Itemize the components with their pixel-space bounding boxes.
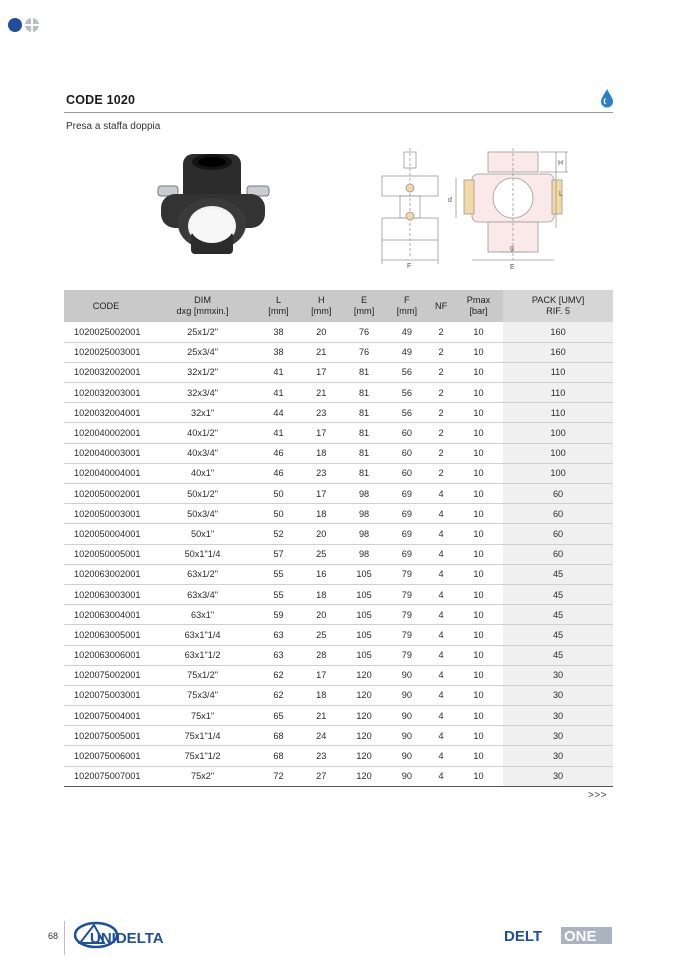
table-row [64,342,613,362]
cell-code: 1020075004001 [64,706,148,726]
column-header-l [257,290,300,322]
cell-code: 1020040004001 [64,463,148,483]
cell-dim: 50x1/2" [148,484,257,504]
cell-e: 81 [343,423,386,443]
cell-nf: 2 [428,403,454,423]
cell-code: 1020025003001 [64,342,148,362]
cell-nf: 4 [428,726,454,746]
cell-l: 55 [257,584,300,604]
cell-f: 90 [385,726,428,746]
cell-f: 90 [385,746,428,766]
table-row [64,443,613,463]
cell-pmax: 10 [454,605,503,625]
cell-pmax: 10 [454,484,503,504]
table-row [64,423,613,443]
cell-e: 105 [343,564,386,584]
cell-f: 90 [385,665,428,685]
cell-pack: 45 [503,645,613,665]
label-L: L [559,191,563,198]
cell-f: 60 [385,423,428,443]
table-row [64,362,613,382]
cell-nf: 2 [428,383,454,403]
cell-code: 1020063003001 [64,584,148,604]
cell-e: 120 [343,665,386,685]
cell-nf: 4 [428,564,454,584]
cell-dim: 32x3/4" [148,383,257,403]
column-header-pmax [454,290,503,322]
cell-dim: 40x1" [148,463,257,483]
cell-dim: 63x1"1/4 [148,625,257,645]
label-g: g [510,245,514,252]
cell-e: 98 [343,484,386,504]
cell-pmax: 10 [454,322,503,342]
cell-code: 1020075006001 [64,746,148,766]
cell-e: 98 [343,504,386,524]
cell-code: 1020040003001 [64,443,148,463]
cell-dim: 32x1" [148,403,257,423]
cell-pmax: 10 [454,584,503,604]
cell-code: 1020025002001 [64,322,148,342]
cell-h: 21 [300,706,343,726]
cell-nf: 4 [428,605,454,625]
cell-pack: 60 [503,504,613,524]
table-header-row [64,290,613,322]
cell-nf: 4 [428,544,454,564]
cell-l: 68 [257,746,300,766]
cell-code: 1020032004001 [64,403,148,423]
blue-dot-icon [8,18,22,32]
cell-h: 25 [300,625,343,645]
cell-pack: 110 [503,362,613,382]
cell-f: 49 [385,342,428,362]
cell-f: 79 [385,645,428,665]
cell-h: 17 [300,665,343,685]
cell-pmax: 10 [454,645,503,665]
cell-pmax: 10 [454,564,503,584]
cell-nf: 4 [428,766,454,786]
cell-f: 56 [385,362,428,382]
cell-f: 90 [385,685,428,705]
cell-l: 46 [257,463,300,483]
cell-pmax: 10 [454,423,503,443]
cell-pack: 45 [503,584,613,604]
cell-nf: 4 [428,706,454,726]
table-row [64,463,613,483]
cell-f: 49 [385,322,428,342]
page-number: 68 [48,931,59,941]
cell-code: 1020050005001 [64,544,148,564]
cell-e: 98 [343,544,386,564]
cell-nf: 4 [428,524,454,544]
cell-e: 120 [343,746,386,766]
cell-h: 17 [300,484,343,504]
cell-pack: 45 [503,605,613,625]
cell-code: 1020063006001 [64,645,148,665]
cell-pmax: 10 [454,362,503,382]
cell-pmax: 10 [454,766,503,786]
brand-left-text: UNIDELTA [90,930,164,947]
cell-pack: 30 [503,665,613,685]
cell-l: 44 [257,403,300,423]
table-row [64,564,613,584]
table-row [64,766,613,786]
cell-l: 68 [257,726,300,746]
label-d: d [448,197,452,204]
cell-f: 69 [385,504,428,524]
column-header-h [300,290,343,322]
table-row [64,706,613,726]
cell-dim: 32x1/2" [148,362,257,382]
title-divider [64,112,613,113]
table-row [64,524,613,544]
cell-l: 50 [257,484,300,504]
cell-pmax: 10 [454,524,503,544]
cell-code: 1020075002001 [64,665,148,685]
table-row [64,726,613,746]
cell-l: 63 [257,645,300,665]
cell-h: 27 [300,766,343,786]
column-header-line1: H [317,295,325,305]
cell-pmax: 10 [454,706,503,726]
cell-pack: 60 [503,484,613,504]
cell-pack: 110 [503,383,613,403]
cell-pack: 30 [503,726,613,746]
table-row [64,584,613,604]
table-row [64,403,613,423]
cell-l: 41 [257,362,300,382]
cell-e: 120 [343,685,386,705]
cell-code: 1020075005001 [64,726,148,746]
cell-dim: 75x2" [148,766,257,786]
cell-h: 18 [300,685,343,705]
column-header-line2: [mm] [396,306,418,316]
cell-nf: 4 [428,484,454,504]
column-header-line1: F [404,295,410,305]
cell-h: 20 [300,524,343,544]
cell-h: 23 [300,403,343,423]
cell-h: 21 [300,383,343,403]
cell-l: 41 [257,423,300,443]
table-row [64,685,613,705]
column-header-line1: DIM [194,295,211,305]
table-row [64,504,613,524]
table-row [64,625,613,645]
column-header-e [343,290,386,322]
cell-l: 41 [257,383,300,403]
cell-e: 81 [343,463,386,483]
cell-f: 69 [385,524,428,544]
cell-pmax: 10 [454,665,503,685]
cell-pack: 160 [503,322,613,342]
cell-code: 1020063005001 [64,625,148,645]
cell-code: 1020075003001 [64,685,148,705]
cell-pack: 30 [503,685,613,705]
product-photo [155,150,275,260]
cell-f: 79 [385,625,428,645]
cell-dim: 63x1/2" [148,564,257,584]
cell-pmax: 10 [454,726,503,746]
cell-pack: 60 [503,544,613,564]
cell-pmax: 10 [454,504,503,524]
page-title: CODE 1020 [66,93,136,107]
cell-f: 69 [385,544,428,564]
cell-h: 20 [300,322,343,342]
cell-l: 62 [257,665,300,685]
cell-e: 76 [343,342,386,362]
cell-pmax: 10 [454,463,503,483]
cell-f: 69 [385,484,428,504]
cell-e: 120 [343,706,386,726]
cell-f: 79 [385,564,428,584]
cell-nf: 2 [428,443,454,463]
cell-h: 18 [300,443,343,463]
deltone-logo [504,926,614,946]
cell-f: 56 [385,403,428,423]
table-row [64,322,613,342]
water-drop-icon [600,88,614,108]
cell-dim: 25x3/4" [148,342,257,362]
column-header-pack [503,290,613,322]
cell-e: 105 [343,605,386,625]
cell-f: 56 [385,383,428,403]
cell-dim: 50x1" [148,524,257,544]
cell-pmax: 10 [454,403,503,423]
cell-code: 1020063002001 [64,564,148,584]
table-row [64,645,613,665]
cell-e: 105 [343,584,386,604]
product-subtitle: Presa a staffa doppia [66,121,161,132]
table-row [64,605,613,625]
cell-f: 60 [385,463,428,483]
header-icons [8,18,39,32]
table-row [64,383,613,403]
cell-e: 81 [343,403,386,423]
cell-code: 1020050004001 [64,524,148,544]
column-header-line2: [bar] [469,306,488,316]
column-header-line1: Pmax [466,295,491,305]
cell-l: 62 [257,685,300,705]
cell-pack: 30 [503,706,613,726]
cell-nf: 4 [428,645,454,665]
column-header-line1: PACK [UMV] [531,295,585,305]
cell-pack: 30 [503,766,613,786]
cell-code: 1020040002001 [64,423,148,443]
cell-pmax: 10 [454,685,503,705]
label-E: E [510,264,515,271]
cell-dim: 75x1" [148,706,257,726]
cell-dim: 63x3/4" [148,584,257,604]
cell-pack: 100 [503,423,613,443]
cell-nf: 4 [428,504,454,524]
cell-e: 76 [343,322,386,342]
cell-h: 18 [300,584,343,604]
cell-e: 105 [343,625,386,645]
cell-f: 90 [385,766,428,786]
cell-dim: 63x1" [148,605,257,625]
cell-code: 1020063004001 [64,605,148,625]
cell-nf: 4 [428,625,454,645]
cell-pack: 110 [503,403,613,423]
cell-nf: 4 [428,584,454,604]
column-header-line2: [mm] [268,306,289,316]
cell-h: 20 [300,605,343,625]
cell-dim: 63x1"1/2 [148,645,257,665]
cell-nf: 2 [428,463,454,483]
technical-drawing [376,148,576,273]
cell-pmax: 10 [454,625,503,645]
column-header-f [385,290,428,322]
column-header-line1: CODE [92,300,120,311]
cell-dim: 50x1"1/4 [148,544,257,564]
cell-h: 18 [300,504,343,524]
table-row [64,484,613,504]
more-indicator: >>> [588,790,608,801]
cell-e: 81 [343,443,386,463]
cell-pmax: 10 [454,342,503,362]
cell-pmax: 10 [454,383,503,403]
column-header-nf [428,290,454,322]
cell-l: 57 [257,544,300,564]
cell-l: 50 [257,504,300,524]
cell-pack: 100 [503,443,613,463]
cell-h: 24 [300,726,343,746]
cell-nf: 2 [428,423,454,443]
column-header-line2: RIF. 5 [546,306,571,316]
cell-f: 60 [385,443,428,463]
cell-pack: 60 [503,524,613,544]
cell-pmax: 10 [454,544,503,564]
cell-h: 16 [300,564,343,584]
unidelta-logo [74,919,210,951]
cell-nf: 2 [428,322,454,342]
table-row [64,544,613,564]
cell-pmax: 10 [454,746,503,766]
brand-right-b: ONE [564,928,597,945]
cell-dim: 25x1/2" [148,322,257,342]
cell-dim: 50x3/4" [148,504,257,524]
cell-nf: 4 [428,685,454,705]
cell-dim: 75x1"1/4 [148,726,257,746]
cell-f: 90 [385,706,428,726]
column-header-line2: [mm] [353,306,375,316]
table-row [64,746,613,766]
cell-pack: 45 [503,625,613,645]
cell-f: 79 [385,605,428,625]
cell-dim: 40x3/4" [148,443,257,463]
cell-h: 21 [300,342,343,362]
cell-l: 65 [257,706,300,726]
cell-e: 98 [343,524,386,544]
column-header-line1: NF [434,300,448,311]
label-F: F [407,263,412,270]
cell-l: 55 [257,564,300,584]
cell-code: 1020032003001 [64,383,148,403]
column-header-dim [148,290,257,322]
cell-code: 1020050003001 [64,504,148,524]
cell-h: 17 [300,423,343,443]
cell-h: 25 [300,544,343,564]
cell-code: 1020032002001 [64,362,148,382]
cell-dim: 75x1/2" [148,665,257,685]
cell-pack: 45 [503,564,613,584]
cell-l: 63 [257,625,300,645]
column-header-line1: E [360,295,368,305]
cell-nf: 2 [428,342,454,362]
cell-e: 81 [343,362,386,382]
cell-h: 23 [300,746,343,766]
cell-l: 72 [257,766,300,786]
cell-e: 105 [343,645,386,665]
brand-right-a: DELT [504,928,543,945]
cell-l: 46 [257,443,300,463]
cell-dim: 40x1/2" [148,423,257,443]
cell-nf: 4 [428,746,454,766]
column-header-line2: dxg [mmxin.] [176,306,229,316]
footer-divider [64,921,65,955]
table-row [64,665,613,685]
cell-h: 17 [300,362,343,382]
globe-icon [25,18,39,32]
label-H: H [558,160,564,167]
cell-code: 1020075007001 [64,766,148,786]
cell-l: 59 [257,605,300,625]
cell-l: 52 [257,524,300,544]
cell-pack: 30 [503,746,613,766]
cell-e: 120 [343,766,386,786]
cell-pack: 100 [503,463,613,483]
cell-code: 1020050002001 [64,484,148,504]
cell-dim: 75x1"1/2 [148,746,257,766]
cell-nf: 4 [428,665,454,685]
column-header-code [64,290,148,322]
cell-pack: 160 [503,342,613,362]
cell-h: 23 [300,463,343,483]
product-table [64,290,613,787]
cell-nf: 2 [428,362,454,382]
cell-dim: 75x3/4" [148,685,257,705]
cell-f: 79 [385,584,428,604]
cell-l: 38 [257,322,300,342]
cell-l: 38 [257,342,300,362]
cell-e: 81 [343,383,386,403]
column-header-line2: [mm] [311,306,332,316]
cell-e: 120 [343,726,386,746]
cell-h: 28 [300,645,343,665]
column-header-line1: L [275,295,282,305]
cell-pmax: 10 [454,443,503,463]
